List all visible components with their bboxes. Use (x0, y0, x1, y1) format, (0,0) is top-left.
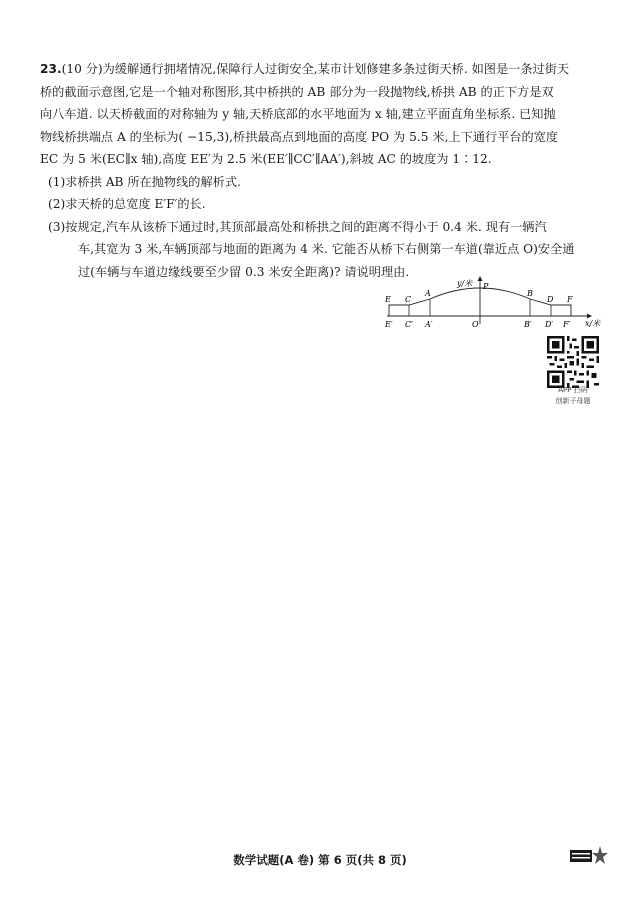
label-d: D (547, 295, 554, 304)
label-c: C (405, 295, 412, 304)
stem-line-1: (10 分)为缓解通行拥堵情况,保障行人过街安全,某市计划修建多条过街天桥. 如图是一条过街天 (61, 62, 570, 76)
label-a: A (425, 289, 431, 298)
problem-stem (40, 58, 600, 81)
stem-line-5: EC 为 5 米(EC∥x 轴),高度 EE′为 2.5 米(EE′∥CC′∥AA′),斜坡 AC 的坡度为 1∶12. (40, 152, 492, 166)
label-e-prime: E′ (385, 320, 393, 329)
stem-line-3: 向八车道. 以天桥截面的对称轴为 y 轴,天桥底部的水平地面为 x 轴,建立平面直角坐标系. 已知抛 (40, 107, 556, 121)
label-f-prime: F′ (563, 320, 571, 329)
y-axis-arrow (478, 276, 483, 281)
problem-number: 23. (40, 62, 62, 76)
question-1: (1)求桥拱 AB 所在抛物线的解析式. (48, 174, 241, 189)
y-axis-label: y/米 (457, 279, 473, 288)
qr-code-icon[interactable] (547, 336, 599, 388)
label-c-prime: C′ (405, 320, 413, 329)
page-footer: 数学试题(A 卷) 第 6 页(共 8 页) (233, 853, 407, 867)
label-a-prime: A′ (425, 320, 433, 329)
question-2: (2)求天桥的总宽度 E′F′的长. (48, 197, 206, 211)
problem-23 (40, 58, 600, 283)
qr-caption-line-1: APP 扫码 (558, 386, 588, 394)
stem-line-4: 物线桥拱端点 A 的坐标为( −15,3),桥拱最高点到地面的高度 PO 为 5.5 米,上下通行平台的宽度 (40, 129, 559, 144)
label-b: B (527, 289, 533, 298)
x-axis-arrow (587, 314, 592, 319)
label-e: E (385, 295, 391, 304)
question-3-line-2: 车,其宽为 3 米,车辆顶部与地面的距离为 4 米. 它能否从桥下右侧第一车道(靠近点 O)安全通 (78, 242, 575, 256)
question-3-line-3: 过(车辆与车道边缘线要至少留 0.3 米安全距离)? 请说明理由. (78, 264, 410, 279)
qr-caption-line-2: 创新子母题 (555, 397, 591, 405)
stem-line-2: 桥的截面示意图,它是一个轴对称图形,其中桥拱的 AB 部分为一段抛物线,桥拱 AB 的正下方是双 (40, 84, 554, 99)
label-b-prime: B′ (524, 320, 532, 329)
label-p: P (483, 282, 489, 291)
x-axis-label: x/米 (585, 319, 601, 328)
bridge-diagram (383, 276, 605, 336)
qr-caption (538, 385, 608, 407)
label-o: O (472, 320, 479, 329)
publisher-logo (568, 842, 608, 870)
label-f: F (567, 295, 573, 304)
question-3-line-1: (3)按规定,汽车从该桥下通过时,其顶部最高处和桥拱之间的距离不得小于 0.4 米. 现有一辆汽 (48, 219, 547, 234)
label-d-prime: D′ (545, 320, 554, 329)
